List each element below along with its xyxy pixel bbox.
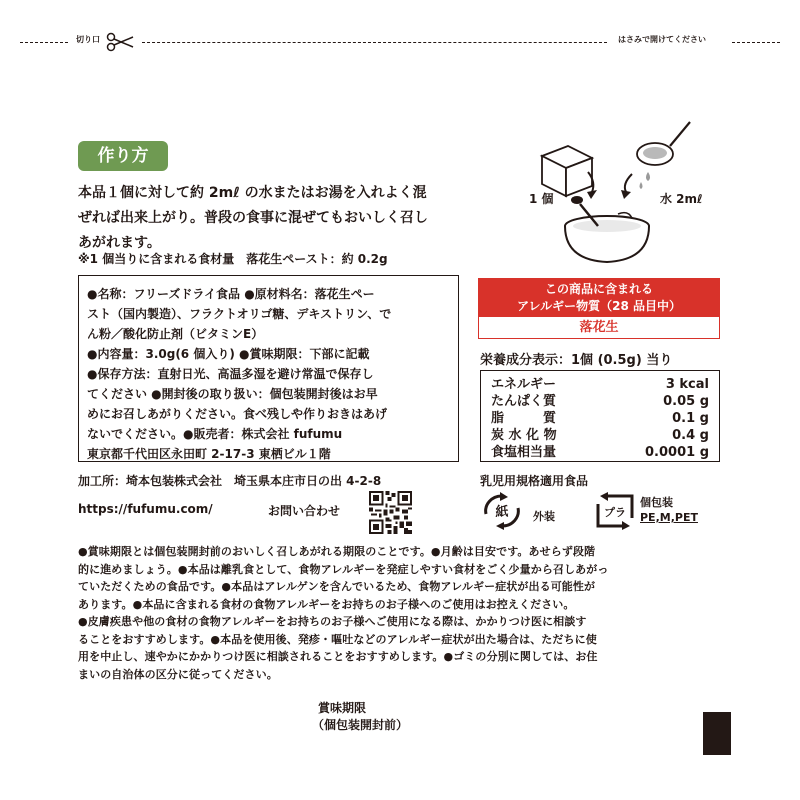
- plastic-label-line: 個包装: [640, 496, 673, 509]
- plastic-mark-text: プラ: [604, 506, 626, 519]
- warning-line: 用を中止し、速やかにかかりつけ医に相談されることをおすすめします。●ゴミの分別に関しては、お住: [78, 650, 598, 663]
- cut-dash-middle: [142, 42, 607, 43]
- scissors-icon: [106, 32, 136, 52]
- cube-count-label: 1 個: [529, 192, 554, 206]
- plastic-recycling-icon: [594, 492, 636, 530]
- paper-mark-label: 外装: [533, 510, 555, 523]
- instructions-text: [78, 181, 488, 256]
- warning-line: ていただくための食品です。●本品はアレルゲンを含んでいるため、食物アレルギー症状が出る可能性が: [78, 580, 596, 593]
- instruction-line: 本品１個に対して約 2mℓ の水またはお湯を入れよく混: [78, 185, 427, 201]
- nutrient-value: 0.0001 g: [645, 445, 709, 460]
- product-info-line: めにお召しあがりください。食べ残しや作りおきはあげ: [87, 407, 388, 421]
- cut-guide: [20, 34, 780, 50]
- cut-dash-right: [732, 42, 780, 43]
- instruction-line: ぜれば出来上がり。普段の食事に混ぜてもおいしく召し: [78, 210, 428, 226]
- nutrition-row: [491, 393, 709, 410]
- warnings-text: [78, 543, 723, 683]
- cut-label: 切り口: [76, 35, 100, 44]
- warning-line: 的に進めましょう。●本品は離乳食として、食物アレルギーを発症しやすい食材をごく少量から召しあがっ: [78, 562, 609, 576]
- ingredient-amount-note: ※1 個当りに含まれる食材量 落花生ペースト：約 0.2g: [78, 252, 388, 266]
- product-info-line: ないでください。●販売者：株式会社 fufumu: [87, 427, 343, 441]
- open-instruction-label: はさみで開けてください: [618, 35, 706, 44]
- manufacturer-text: 加工所：埼本包装株式会社 埼玉県本庄市日の出 4-2-8: [78, 474, 382, 488]
- nutrient-label: 食塩相当量: [491, 445, 557, 460]
- nutrient-label: 炭 水 化 物: [491, 428, 557, 443]
- nutrient-value: 0.1 g: [672, 411, 709, 426]
- nutrient-label: エネルギー: [491, 377, 557, 392]
- nutrient-value: 0.05 g: [663, 394, 709, 409]
- expiry-print-area: [703, 712, 731, 755]
- product-info-line: スト（国内製造）、フラクトオリゴ糖、デキストリン、で: [87, 307, 392, 321]
- preparation-illustration: [520, 108, 730, 268]
- water-amount-label: 水 2mℓ: [660, 192, 703, 206]
- nutrient-value: 0.4 g: [672, 428, 709, 443]
- paper-mark-text: 紙: [495, 505, 509, 520]
- warning-line: ●皮膚疾患や他の食材の食物アレルギーをお持ちのお子様へご使用になる際は、かかりつけ医に相談す: [78, 615, 587, 628]
- expiry-label: [312, 700, 408, 734]
- product-info-box: [78, 275, 459, 462]
- nutrition-title: 栄養成分表示：1個 (0.5g) 当り: [480, 353, 673, 368]
- product-info-line: ●名称：フリーズドライ食品 ●原材料名：落花生ペー: [87, 287, 375, 301]
- product-info-line: 東京都千代田区永田町 2-17-3 東栖ビル１階: [87, 447, 331, 461]
- instruction-line: あがれます。: [78, 235, 161, 251]
- allergen-item: 落花生: [579, 320, 619, 335]
- product-info-line: ●保存方法：直射日光、高温多湿を避け常温で保存し: [87, 367, 374, 381]
- plastic-material-line: PE,M,PET: [640, 511, 698, 524]
- nutrient-label: 脂 質: [491, 411, 557, 426]
- nutrition-table: [480, 370, 720, 462]
- expiry-label-line: 賞味期限: [318, 701, 367, 715]
- nutrition-row: [491, 410, 709, 427]
- allergy-box: [478, 278, 720, 339]
- warning-line: ●賞味期限とは個包装開封前のおいしく召しあがれる期限のことです。●月齢は目安です。あせらず段階: [78, 545, 596, 558]
- plastic-mark-label: [640, 495, 698, 525]
- product-info-line: ん粉／酸化防止剤（ビタミンE）: [87, 327, 264, 341]
- warning-line: ることをおすすめします。●本品を使用後、発疹・嘔吐などのアレルギー症状が出た場合は、ただちに使: [78, 632, 597, 646]
- nutrition-row: [491, 427, 709, 444]
- allergy-heading-line: この商品に含まれる: [544, 282, 653, 296]
- product-info-line: てください ●開封後の取り扱い：個包装開封後はお早: [87, 387, 378, 401]
- nutrition-row: [491, 376, 709, 393]
- cut-dash-left: [20, 42, 68, 43]
- warning-line: まいの自治体の区分に従ってください。: [78, 667, 278, 681]
- warning-line: あります。●本品に含まれる食材の食物アレルギーをお持ちのお子様へのご使用はお控えください。: [78, 597, 575, 611]
- nutrient-label: たんぱく質: [491, 394, 557, 409]
- website-link[interactable]: https://fufumu.com/: [78, 502, 213, 516]
- product-info-line: ●内容量：3.0g(6 個入り) ●賞味期限：下部に記載: [87, 347, 370, 361]
- nutrient-value: 3 kcal: [665, 377, 709, 392]
- infant-standard-text: 乳児用規格適用食品: [480, 474, 589, 488]
- contact-label: お問い合わせ: [268, 504, 341, 518]
- mixing-bowl-illustration: [520, 108, 730, 268]
- qr-code-icon[interactable]: [369, 491, 412, 534]
- allergy-heading: [479, 279, 719, 317]
- paper-recycling-icon: [480, 492, 524, 530]
- expiry-label-line: （個包装開封前）: [312, 718, 409, 732]
- how-to-make-tag: 作り方: [78, 141, 168, 171]
- allergy-heading-line: アレルギー物質（28 品目中）: [516, 299, 682, 313]
- nutrition-row: [491, 444, 709, 461]
